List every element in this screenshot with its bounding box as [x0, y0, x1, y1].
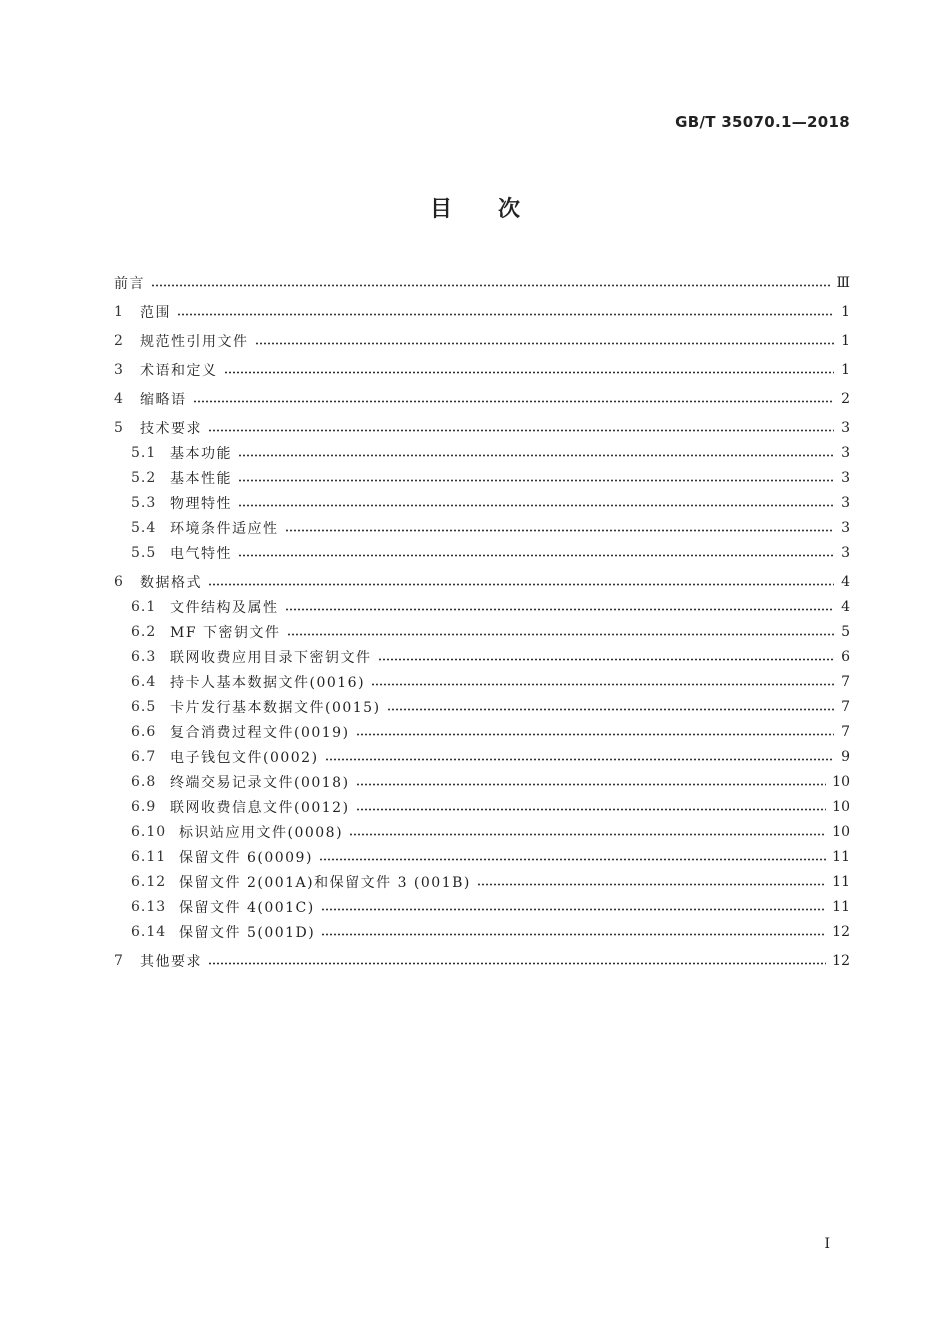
toc-entry-title: 保留文件 4(001C) — [179, 900, 315, 916]
toc-entry-title: 联网收费应用目录下密钥文件 — [170, 650, 372, 666]
dot-leader — [319, 858, 826, 861]
toc-entry[interactable] — [114, 359, 850, 381]
toc-entry-number: 4 — [114, 391, 124, 407]
dot-leader — [238, 554, 834, 557]
toc-entry-number: 6.11 — [131, 849, 167, 865]
toc-entry[interactable] — [114, 301, 850, 323]
toc-entry-title: 其他要求 — [140, 954, 202, 970]
toc-entry[interactable] — [114, 417, 850, 439]
dot-leader — [356, 733, 834, 736]
toc-entry-title: 复合消费过程文件(0019) — [170, 725, 350, 741]
toc-entry-number: 2 — [114, 333, 124, 349]
dot-leader — [238, 454, 834, 457]
dot-leader — [151, 284, 830, 287]
toc-entry-title: 保留文件 5(001D) — [179, 925, 316, 941]
toc-entry[interactable] — [131, 646, 850, 668]
dot-leader — [285, 529, 835, 532]
toc-entry-page: 12 — [832, 924, 850, 940]
toc-entry[interactable] — [131, 517, 850, 539]
toc-entry-number: 5.5 — [131, 545, 157, 561]
toc-entry[interactable] — [131, 796, 850, 818]
toc-entry-title: 基本性能 — [170, 471, 232, 487]
toc-entry-title: 电气特性 — [170, 546, 232, 562]
toc-entry-title: 物理特性 — [170, 496, 232, 512]
toc-entry-title: 术语和定义 — [140, 363, 218, 379]
dot-leader — [224, 371, 835, 374]
toc-entry-page: 10 — [832, 824, 850, 840]
toc-entry[interactable] — [131, 492, 850, 514]
toc-entry-number: 6.4 — [131, 674, 157, 690]
toc-entry-number: 7 — [114, 953, 124, 969]
toc-entry-title: 数据格式 — [140, 575, 202, 591]
dot-leader — [349, 833, 826, 836]
dot-leader — [208, 429, 834, 432]
toc-entry-title: 规范性引用文件 — [140, 334, 249, 350]
toc-entry-title: 标识站应用文件(0008) — [179, 825, 344, 841]
toc-entry-number: 5.2 — [131, 470, 157, 486]
toc-entry-page: 2 — [841, 391, 850, 407]
toc-entry-number: 6.2 — [131, 624, 157, 640]
dot-leader — [193, 400, 835, 403]
toc-entry[interactable] — [131, 746, 850, 768]
toc-entry-title: 缩略语 — [140, 392, 187, 408]
toc-entry[interactable] — [131, 721, 850, 743]
toc-entry-number: 6.3 — [131, 649, 157, 665]
toc-entry[interactable] — [114, 388, 850, 410]
dot-leader — [321, 908, 826, 911]
toc-entry-page: 7 — [841, 699, 850, 715]
toc-entry-number: 1 — [114, 304, 124, 320]
toc-entry-title: 保留文件 6(0009) — [179, 850, 313, 866]
toc-entry-page: 1 — [841, 362, 850, 378]
toc-entry[interactable] — [131, 621, 850, 643]
toc-entry[interactable] — [114, 950, 850, 972]
toc-entry-title: 技术要求 — [140, 421, 202, 437]
dot-leader — [356, 808, 827, 811]
toc-entry-number: 5.3 — [131, 495, 157, 511]
toc-entry-number: 6.5 — [131, 699, 157, 715]
toc-entry-page: 11 — [832, 899, 850, 915]
dot-leader — [321, 933, 826, 936]
dot-leader — [177, 313, 834, 316]
toc-entry-page: 1 — [841, 304, 850, 320]
dot-leader — [287, 633, 835, 636]
toc-entry[interactable] — [114, 571, 850, 593]
toc-entry-title: 保留文件 2(001A)和保留文件 3 (001B) — [179, 875, 471, 891]
toc-entry-title: 持卡人基本数据文件(0016) — [170, 675, 366, 691]
dot-leader — [371, 683, 834, 686]
toc-entry-page: 3 — [841, 445, 850, 461]
toc-entry-title: 联网收费信息文件(0012) — [170, 800, 350, 816]
toc-entry-page: 7 — [841, 724, 850, 740]
dot-leader — [378, 658, 835, 661]
page-number: I — [824, 1236, 830, 1252]
dot-leader — [238, 504, 834, 507]
toc-entry[interactable] — [114, 330, 850, 352]
toc-entry-number: 5.1 — [131, 445, 157, 461]
toc-entry-title: 基本功能 — [170, 446, 232, 462]
toc-entry-number: 6.13 — [131, 899, 167, 915]
toc-entry[interactable] — [114, 272, 850, 294]
toc-entry[interactable] — [131, 542, 850, 564]
toc-entry-number: 6.8 — [131, 774, 157, 790]
toc-entry[interactable] — [131, 671, 850, 693]
toc-entry-page: 10 — [832, 774, 850, 790]
toc-entry-page: 6 — [841, 649, 850, 665]
toc-entry-page: 11 — [832, 874, 850, 890]
toc-entry-number: 6.6 — [131, 724, 157, 740]
toc-entry-number: 6.14 — [131, 924, 167, 940]
toc-entry-page: 4 — [841, 599, 850, 615]
toc-entry-page: 3 — [841, 420, 850, 436]
toc-entry-page: 7 — [841, 674, 850, 690]
toc-entry-title: MF 下密钥文件 — [170, 625, 281, 641]
toc-entry-number: 6.7 — [131, 749, 157, 765]
toc-entry-title: 环境条件适应性 — [170, 521, 279, 537]
toc-entry-number: 3 — [114, 362, 124, 378]
page-title: 目次 — [429, 197, 566, 222]
toc-entry-title: 范围 — [140, 305, 171, 321]
toc-entry-page: 11 — [832, 849, 850, 865]
toc-entry[interactable] — [131, 771, 850, 793]
dot-leader — [387, 708, 834, 711]
toc-entry-number: 6.1 — [131, 599, 157, 615]
dot-leader — [208, 962, 826, 965]
toc-entry[interactable] — [131, 896, 850, 918]
toc-entry-number: 6.9 — [131, 799, 157, 815]
toc-entry[interactable] — [131, 871, 850, 893]
toc-entry-number: 5 — [114, 420, 124, 436]
toc-entry-page: 3 — [841, 470, 850, 486]
standard-code: GB/T 35070.1—2018 — [675, 113, 850, 131]
dot-leader — [477, 883, 826, 886]
toc-entry-page: 4 — [841, 574, 850, 590]
dot-leader — [285, 608, 835, 611]
toc-entry-page: 3 — [841, 520, 850, 536]
toc-entry-page: 12 — [832, 953, 850, 969]
toc-entry-number: 6.12 — [131, 874, 167, 890]
toc-entry-page: 3 — [841, 545, 850, 561]
dot-leader — [208, 583, 834, 586]
toc-entry[interactable] — [131, 846, 850, 868]
dot-leader — [356, 783, 827, 786]
toc-entry-title: 终端交易记录文件(0018) — [170, 775, 350, 791]
dot-leader — [238, 479, 834, 482]
toc-entry-page: Ⅲ — [836, 275, 850, 291]
toc-entry[interactable] — [131, 596, 850, 618]
toc-entry-title: 前言 — [114, 276, 145, 292]
toc-entry-page: 5 — [841, 624, 850, 640]
toc-entry-page: 1 — [841, 333, 850, 349]
toc-entry-page: 9 — [841, 749, 850, 765]
toc-entry-title: 电子钱包文件(0002) — [170, 750, 319, 766]
toc-entry[interactable] — [131, 921, 850, 943]
toc-entry-page: 3 — [841, 495, 850, 511]
toc-entry-title: 文件结构及属性 — [170, 600, 279, 616]
toc-entry-title: 卡片发行基本数据文件(0015) — [170, 700, 381, 716]
toc-entry[interactable] — [131, 821, 850, 843]
toc-entry[interactable] — [131, 442, 850, 464]
dot-leader — [325, 758, 834, 761]
toc-entry[interactable] — [131, 467, 850, 489]
toc-entry-number: 6 — [114, 574, 124, 590]
toc-entry-page: 10 — [832, 799, 850, 815]
toc-entry[interactable] — [131, 696, 850, 718]
dot-leader — [255, 342, 835, 345]
toc-entry-number: 6.10 — [131, 824, 167, 840]
toc-entry-number: 5.4 — [131, 520, 157, 536]
